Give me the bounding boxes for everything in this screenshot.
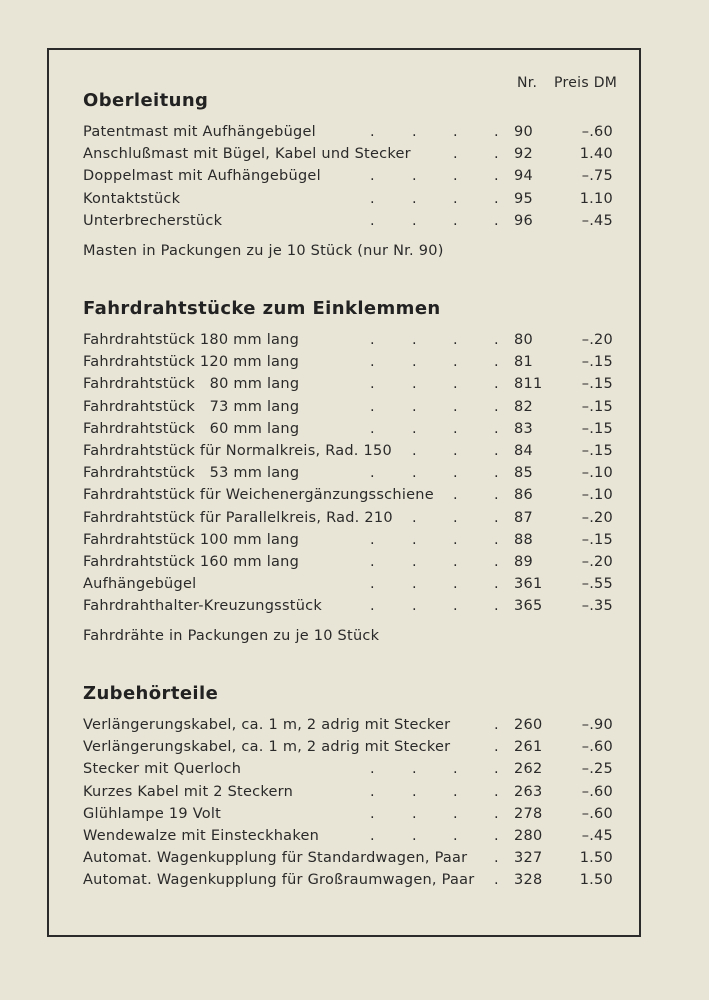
leader-dot: . [494, 598, 499, 615]
leader-dot: . [412, 354, 417, 371]
leader-dot: . [453, 124, 458, 140]
item-name: Fahrdrahtstück 53 mm lang [83, 465, 300, 482]
item-number: 89 [514, 554, 533, 570]
table-row [0, 443, 709, 465]
item-price: –.60 [581, 739, 613, 756]
table-row [0, 850, 709, 872]
item-name: Fahrdrahtstück für Parallelkreis, Rad. 210 [83, 509, 393, 526]
item-name: Automat. Wagenkupplung für Großraumwagen, Paar [83, 872, 475, 889]
item-name: Unterbrecherstück [83, 212, 223, 229]
item-number: 81 [514, 354, 533, 371]
leader-dot: . [494, 146, 499, 163]
item-name: Fahrdrahthalter-Kreuzungsstück [83, 598, 323, 615]
table-row [0, 510, 709, 532]
leader-dot: . [370, 354, 375, 371]
item-price: 1.50 [579, 850, 613, 867]
section-note: Fahrdrähte in Packungen zu je 10 Stück [83, 628, 380, 644]
item-name: Wendewalze mit Einsteckhaken [83, 828, 320, 844]
table-row [0, 739, 709, 761]
section-title: Zubehörteile [83, 683, 219, 704]
leader-dot: . [453, 465, 458, 482]
item-name: Kontaktstück [83, 190, 181, 207]
leader-dot: . [494, 761, 499, 778]
item-name: Patentmast mit Aufhängebügel [83, 124, 316, 140]
item-price: –.20 [581, 554, 613, 570]
leader-dot: . [494, 443, 499, 459]
item-price: 1.50 [579, 872, 613, 889]
item-number: 328 [514, 872, 543, 889]
leader-dot: . [453, 376, 458, 393]
item-name: Fahrdrahtstück 180 mm lang [83, 332, 300, 348]
leader-dot: . [453, 420, 458, 437]
leader-dot: . [412, 420, 417, 437]
item-number: 88 [514, 531, 533, 548]
table-row [0, 598, 709, 620]
item-number: 365 [514, 598, 543, 615]
table-row [0, 806, 709, 828]
leader-dot: . [494, 531, 499, 548]
nr-column-label: Nr. [517, 75, 538, 91]
item-price: –.75 [581, 168, 613, 185]
leader-dot: . [370, 124, 375, 140]
item-number: 85 [514, 465, 533, 482]
item-number: 87 [514, 509, 533, 526]
table-row [0, 213, 709, 235]
item-number: 83 [514, 420, 533, 437]
table-row [0, 761, 709, 783]
item-number: 94 [514, 168, 533, 185]
item-price: –.60 [581, 124, 613, 140]
leader-dot: . [412, 212, 417, 229]
leader-dot: . [494, 554, 499, 570]
leader-dot: . [370, 398, 375, 415]
leader-dot: . [412, 576, 417, 593]
leader-dot: . [412, 190, 417, 207]
item-name: Fahrdrahtstück 73 mm lang [83, 398, 300, 415]
item-price: –.45 [581, 828, 613, 844]
leader-dot: . [494, 783, 499, 800]
item-price: –.60 [581, 805, 613, 822]
leader-dot: . [453, 443, 458, 459]
leader-dot: . [494, 509, 499, 526]
item-name: Automat. Wagenkupplung für Standardwagen, Paar [83, 850, 468, 867]
item-number: 327 [514, 850, 543, 867]
item-price: –.20 [581, 332, 613, 348]
leader-dot: . [412, 554, 417, 570]
leader-dot: . [494, 398, 499, 415]
item-price: 1.40 [579, 146, 613, 163]
item-name: Fahrdrahtstück 160 mm lang [83, 554, 300, 570]
leader-dot: . [412, 465, 417, 482]
item-name: Anschlußmast mit Bügel, Kabel und Stecker [83, 146, 411, 163]
item-name: Kurzes Kabel mit 2 Steckern [83, 783, 294, 800]
item-price: –.45 [581, 212, 613, 229]
leader-dot: . [494, 576, 499, 593]
section-title: Oberleitung [83, 90, 209, 111]
leader-dot: . [494, 850, 499, 867]
leader-dot: . [453, 783, 458, 800]
leader-dot: . [412, 783, 417, 800]
leader-dot: . [412, 398, 417, 415]
item-name: Fahrdrahtstück 80 mm lang [83, 376, 300, 393]
leader-dot: . [412, 598, 417, 615]
leader-dot: . [412, 376, 417, 393]
table-row [0, 828, 709, 850]
leader-dot: . [494, 872, 499, 889]
leader-dot: . [453, 761, 458, 778]
item-number: 80 [514, 332, 533, 348]
leader-dot: . [370, 554, 375, 570]
leader-dot: . [370, 190, 375, 207]
item-price: –.15 [581, 398, 613, 415]
item-price: –.55 [581, 576, 613, 593]
table-row [0, 421, 709, 443]
table-row [0, 124, 709, 146]
item-name: Verlängerungskabel, ca. 1 m, 2 adrig mit Stecker [83, 717, 451, 733]
table-row [0, 872, 709, 894]
item-number: 92 [514, 146, 533, 163]
leader-dot: . [494, 124, 499, 140]
table-row [0, 532, 709, 554]
item-number: 261 [514, 739, 543, 756]
item-name: Stecker mit Querloch [83, 761, 242, 778]
leader-dot: . [453, 146, 458, 163]
item-name: Verlängerungskabel, ca. 1 m, 2 adrig mit Stecker [83, 739, 451, 756]
leader-dot: . [412, 761, 417, 778]
leader-dot: . [453, 398, 458, 415]
item-price: –.15 [581, 443, 613, 459]
leader-dot: . [453, 487, 458, 504]
table-row [0, 554, 709, 576]
leader-dot: . [370, 531, 375, 548]
leader-dot: . [494, 420, 499, 437]
leader-dot: . [370, 805, 375, 822]
leader-dot: . [370, 576, 375, 593]
section-title: Fahrdrahtstücke zum Einklemmen [83, 298, 441, 319]
item-price: –.15 [581, 420, 613, 437]
leader-dot: . [412, 332, 417, 348]
leader-dot: . [412, 509, 417, 526]
item-price: –.15 [581, 354, 613, 371]
preis-column-label: Preis DM [554, 75, 618, 91]
table-row [0, 376, 709, 398]
leader-dot: . [494, 717, 499, 733]
item-number: 263 [514, 783, 543, 800]
leader-dot: . [453, 828, 458, 844]
leader-dot: . [494, 739, 499, 756]
table-row [0, 354, 709, 376]
table-row [0, 191, 709, 213]
table-row [0, 717, 709, 739]
leader-dot: . [494, 354, 499, 371]
leader-dot: . [494, 828, 499, 844]
item-number: 95 [514, 190, 533, 207]
leader-dot: . [412, 805, 417, 822]
leader-dot: . [453, 509, 458, 526]
leader-dot: . [370, 168, 375, 185]
leader-dot: . [494, 487, 499, 504]
table-row [0, 146, 709, 168]
item-price: –.15 [581, 376, 613, 393]
leader-dot: . [494, 805, 499, 822]
item-name: Fahrdrahtstück 100 mm lang [83, 531, 300, 548]
leader-dot: . [453, 805, 458, 822]
item-name: Fahrdrahtstück für Normalkreis, Rad. 150 [83, 443, 392, 459]
leader-dot: . [494, 376, 499, 393]
leader-dot: . [494, 212, 499, 229]
leader-dot: . [453, 354, 458, 371]
item-price: 1.10 [579, 190, 613, 207]
leader-dot: . [453, 576, 458, 593]
item-number: 280 [514, 828, 543, 844]
table-row [0, 465, 709, 487]
leader-dot: . [370, 465, 375, 482]
item-number: 260 [514, 717, 543, 733]
item-number: 82 [514, 398, 533, 415]
item-price: –.20 [581, 509, 613, 526]
leader-dot: . [412, 828, 417, 844]
leader-dot: . [453, 168, 458, 185]
item-price: –.15 [581, 531, 613, 548]
item-name: Aufhängebügel [83, 576, 197, 593]
item-number: 811 [514, 376, 543, 393]
leader-dot: . [453, 531, 458, 548]
leader-dot: . [370, 376, 375, 393]
leader-dot: . [494, 332, 499, 348]
leader-dot: . [370, 761, 375, 778]
item-price: –.60 [581, 783, 613, 800]
leader-dot: . [453, 190, 458, 207]
item-name: Doppelmast mit Aufhängebügel [83, 168, 321, 185]
leader-dot: . [370, 212, 375, 229]
item-price: –.35 [581, 598, 613, 615]
leader-dot: . [412, 531, 417, 548]
item-number: 262 [514, 761, 543, 778]
table-row [0, 399, 709, 421]
leader-dot: . [453, 332, 458, 348]
item-number: 84 [514, 443, 533, 459]
leader-dot: . [494, 168, 499, 185]
leader-dot: . [370, 420, 375, 437]
item-name: Glühlampe 19 Volt [83, 805, 222, 822]
table-row [0, 576, 709, 598]
leader-dot: . [453, 598, 458, 615]
leader-dot: . [412, 168, 417, 185]
item-price: –.90 [581, 717, 613, 733]
item-name: Fahrdrahtstück 60 mm lang [83, 420, 300, 437]
item-price: –.10 [581, 465, 613, 482]
leader-dot: . [453, 212, 458, 229]
leader-dot: . [370, 332, 375, 348]
item-number: 86 [514, 487, 533, 504]
item-price: –.25 [581, 761, 613, 778]
leader-dot: . [494, 465, 499, 482]
table-row [0, 168, 709, 190]
item-number: 278 [514, 805, 543, 822]
table-row [0, 332, 709, 354]
item-number: 361 [514, 576, 543, 593]
table-row [0, 784, 709, 806]
leader-dot: . [370, 828, 375, 844]
item-number: 96 [514, 212, 533, 229]
leader-dot: . [370, 783, 375, 800]
item-name: Fahrdrahtstück für Weichenergänzungsschiene [83, 487, 434, 504]
item-number: 90 [514, 124, 533, 140]
section-note: Masten in Packungen zu je 10 Stück (nur Nr. 90) [83, 243, 444, 259]
leader-dot: . [453, 554, 458, 570]
leader-dot: . [412, 124, 417, 140]
item-price: –.10 [581, 487, 613, 504]
leader-dot: . [412, 443, 417, 459]
item-name: Fahrdrahtstück 120 mm lang [83, 354, 300, 371]
leader-dot: . [494, 190, 499, 207]
table-row [0, 487, 709, 509]
leader-dot: . [370, 598, 375, 615]
